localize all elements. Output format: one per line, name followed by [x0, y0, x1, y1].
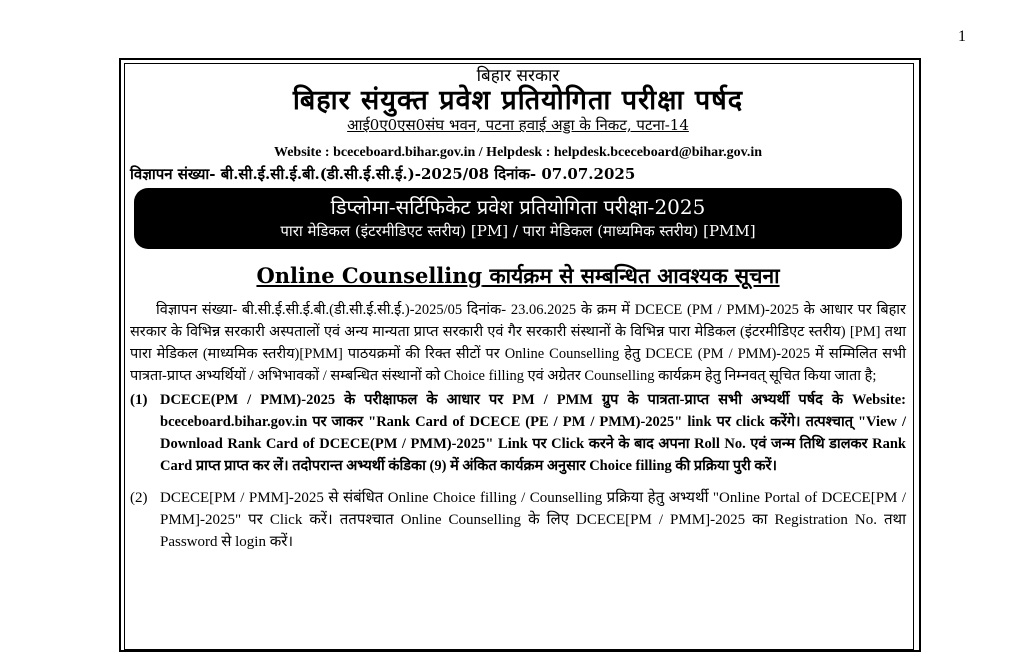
board-address: आई0ए0एस0संघ भवन, पटना हवाई अड्डा के निकट, पटना-14 — [347, 116, 689, 134]
exam-banner — [134, 188, 902, 249]
notice-title — [130, 263, 906, 289]
government-heading: बिहार सरकार — [476, 66, 560, 86]
notice-title-hindi: कार्यक्रम से सम्बन्धित आवश्यक सूचना — [482, 263, 780, 288]
notice-document — [130, 66, 906, 553]
intro-paragraph: विज्ञापन संख्या- बी.सी.ई.सी.ई.बी.(डी.सी.ई.सी.ई.)-2025/05 दिनांक- 23.06.2025 के क्रम में DCECE (PM / PMM)-2025 के आधार पर बिहार सरकार के विभिन्न सरकारी अस्पतालों एवं अन्य मान्यता प्राप्त सरकारी एवं गैर सरकारी संस्थानों के विभिन्न पारा मेडिकल (इंटरमीडिएट स्तरीय) [PM] तथा पारा मेडिकल (माध्यमिक स्तरीय)[PMM] पाठयक्रमों की रिक्त सीटों पर Online Counselling हेतु DCECE (PM / PMM)-2025 में सम्मिलित सभी पात्रता-प्राप्त अभ्यर्थियों / अभिभावकों / सम्बन्धित संस्थानों को Choice filling एवं अग्रेतर Counselling कार्यक्रम हेतु निम्नवत् सूचित किया जाता है; — [130, 302, 906, 384]
board-name-heading: बिहार संयुक्त प्रवेश प्रतियोगिता परीक्षा पर्षद — [292, 85, 744, 116]
list-item — [130, 389, 906, 477]
list-item-number: (2) — [130, 490, 148, 506]
website-helpdesk-line: Website : bceceboard.bihar.gov.in / Helpdesk : helpdesk.bceceboard@bihar.gov.in — [273, 145, 763, 160]
notice-title-english: Online Counselling — [256, 263, 483, 288]
list-item-text: DCECE[PM / PMM]-2025 से संबंधित Online Choice filling / Counselling प्रक्रिया हेतु अभ्यर्थी "Online Portal of DCECE[PM / PMM]-2025" पर Click करें। ततपश्चात Online Counselling के लिए DCECE[PM / PMM]-2025 का Registration No. तथा Password से login करें। — [160, 490, 906, 550]
list-item — [130, 487, 906, 553]
advertisement-number-line: विज्ञापन संख्या- बी.सी.ई.सी.ई.बी.(डी.सी.ई.सी.ई.)-2025/08 दिनांक- 07.07.2025 — [130, 165, 636, 183]
banner-subtitle: पारा मेडिकल (इंटरमीडिएट स्तरीय) [PM] / पारा मेडिकल (माध्यमिक स्तरीय) [PMM] — [280, 222, 756, 240]
list-item-text: DCECE(PM / PMM)-2025 के परीक्षाफल के आधार पर PM / PMM ग्रुप के पात्रता-प्राप्त सभी अभ्यर्थी पर्षद के Website: bceceboard.bihar.gov.in पर जाकर "Rank Card of DCECE (PE / PM / PMM)-2025" link पर click करेंगे। तत्पश्चात् "View / Download Rank Card of DCECE(PM / PMM)-2025" Link पर Click करने के बाद अपना Roll No. एवं जन्म तिथि डालकर Rank Card प्राप्त प्राप्त कर लें। तदोपरान्त अभ्यर्थी कंडिका (9) में अंकित कार्यक्रम अनुसार Choice filling की प्रक्रिया पुरी करें। — [160, 392, 906, 474]
banner-title: डिप्लोमा-सर्टिफिकेट प्रवेश प्रतियोगिता परीक्षा-2025 — [330, 195, 706, 219]
list-item-number: (1) — [130, 392, 148, 408]
page-number: 1 — [958, 28, 966, 45]
